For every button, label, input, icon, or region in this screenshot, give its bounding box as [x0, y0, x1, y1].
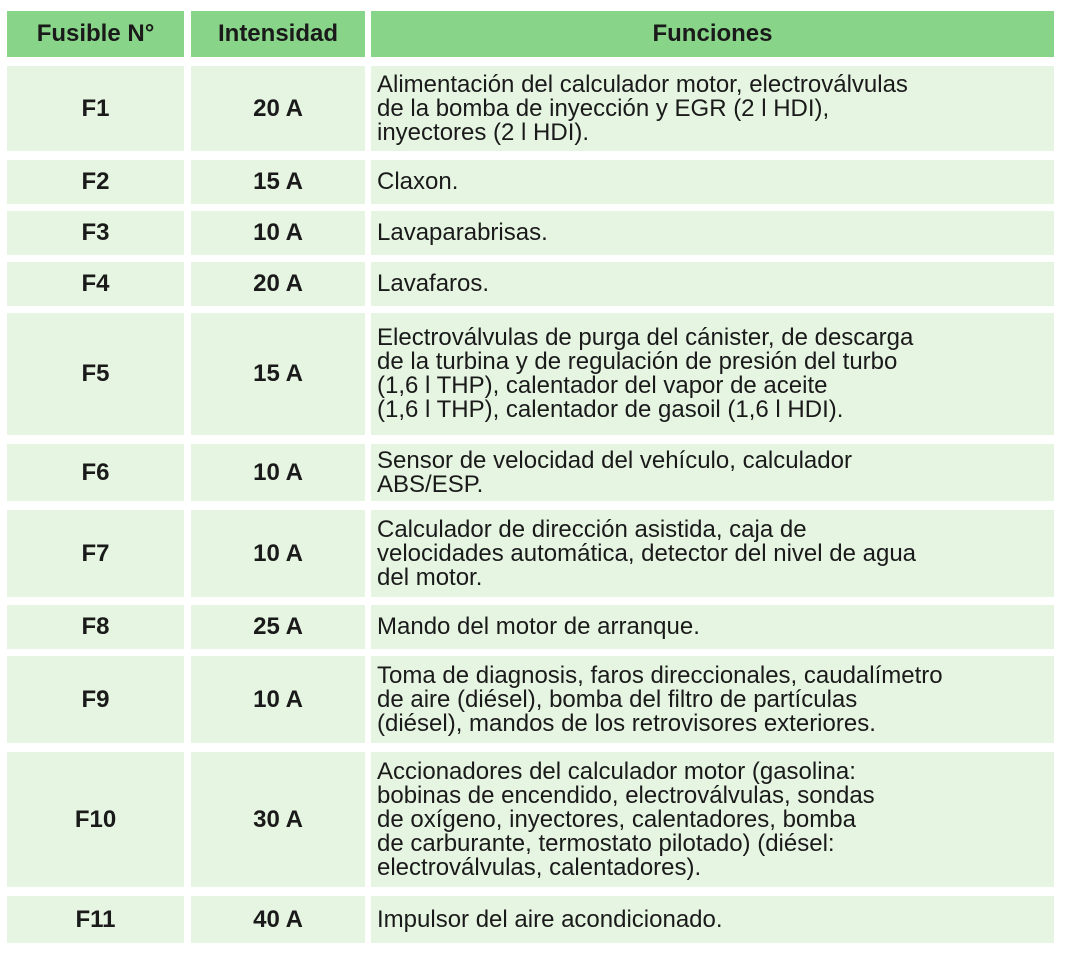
- fuse-cell: F11: [7, 896, 184, 943]
- current-cell: 10 A: [191, 444, 365, 501]
- function-cell: Toma de diagnosis, faros direccionales, caudalímetro de aire (diésel), bomba del filtro de partículas (diésel), mandos de los retrovisores exteriores.: [371, 656, 1054, 743]
- header-functions: Funciones: [371, 11, 1054, 57]
- function-cell: Impulsor del aire acondicionado.: [371, 896, 1054, 943]
- current-cell: 10 A: [191, 510, 365, 597]
- fuse-cell: F5: [7, 313, 184, 435]
- function-cell: Sensor de velocidad del vehículo, calculador ABS/ESP.: [371, 444, 1054, 501]
- fuse-cell: F2: [7, 160, 184, 204]
- fuse-cell: F1: [7, 66, 184, 151]
- header-fuse: Fusible N°: [7, 11, 184, 57]
- function-cell: Claxon.: [371, 160, 1054, 204]
- fuse-cell: F9: [7, 656, 184, 743]
- function-cell: Lavaparabrisas.: [371, 211, 1054, 255]
- fuse-cell: F3: [7, 211, 184, 255]
- current-cell: 10 A: [191, 211, 365, 255]
- function-cell: Accionadores del calculador motor (gasolina: bobinas de encendido, electroválvulas, sondas de oxígeno, inyectores, calentadores, bomba de carburante, termostato pilotado) (diésel: electroválvulas, calentadores).: [371, 752, 1054, 887]
- fuse-cell: F7: [7, 510, 184, 597]
- current-cell: 20 A: [191, 66, 365, 151]
- fuse-cell: F4: [7, 262, 184, 306]
- function-cell: Lavafaros.: [371, 262, 1054, 306]
- current-cell: 20 A: [191, 262, 365, 306]
- header-intensity: Intensidad: [191, 11, 365, 57]
- current-cell: 25 A: [191, 605, 365, 649]
- current-cell: 10 A: [191, 656, 365, 743]
- function-cell: Electroválvulas de purga del cánister, de descarga de la turbina y de regulación de presión del turbo (1,6 l THP), calentador del vapor de aceite (1,6 l THP), calentador de gasoil (1,6 l HDI).: [371, 313, 1054, 435]
- function-cell: Alimentación del calculador motor, electroválvulas de la bomba de inyección y EGR (2 l HDI), inyectores (2 l HDI).: [371, 66, 1054, 151]
- current-cell: 15 A: [191, 313, 365, 435]
- current-cell: 30 A: [191, 752, 365, 887]
- function-cell: Mando del motor de arranque.: [371, 605, 1054, 649]
- fuse-cell: F10: [7, 752, 184, 887]
- current-cell: 15 A: [191, 160, 365, 204]
- fuse-cell: F8: [7, 605, 184, 649]
- current-cell: 40 A: [191, 896, 365, 943]
- function-cell: Calculador de dirección asistida, caja de velocidades automática, detector del nivel de agua del motor.: [371, 510, 1054, 597]
- fuse-cell: F6: [7, 444, 184, 501]
